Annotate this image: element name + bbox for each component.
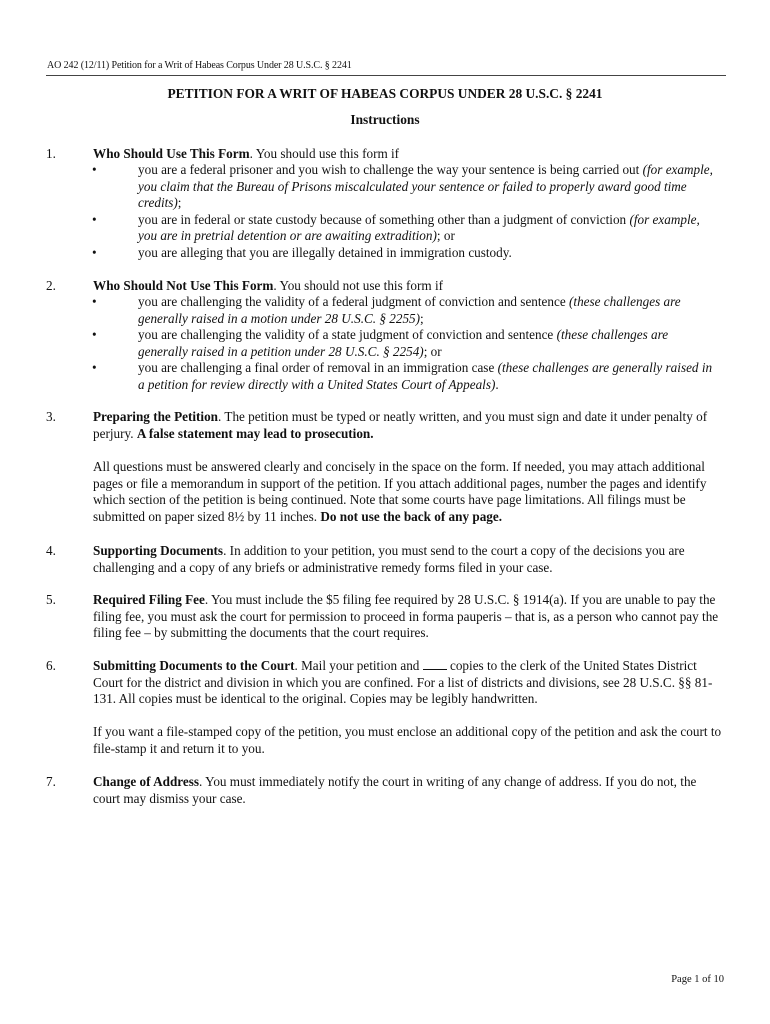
bullet-italic-text: (for example, you claim that the Bureau of Prisons miscalculated your sentence or failed to properly award good time credits) — [138, 162, 713, 211]
bullet-italic-text: (these challenges are generally raised in a motion under 28 U.S.C. § 2255) — [138, 294, 681, 326]
item-text: . Mail your petition and — [294, 658, 423, 673]
item-number: 2. — [46, 278, 56, 293]
bullet-italic-text: (these challenges are generally raised in a petition under 28 U.S.C. § 2254) — [138, 327, 669, 359]
item-lead: . You should use this form if — [249, 146, 400, 161]
bullet-list-1 — [0, 162, 770, 262]
item-body — [93, 146, 723, 163]
header-rule — [46, 75, 726, 76]
item-body — [93, 543, 723, 576]
item-body — [93, 658, 723, 708]
item-body — [93, 409, 723, 442]
item-body — [93, 724, 723, 757]
item-heading: Change of Address — [93, 774, 200, 789]
item-body — [93, 459, 723, 525]
item-text: . In addition to your petition, you must send to the court a copy of the decisions you are challenging and a copy of any briefs or administrative remedy forms filed in your case. — [93, 543, 685, 575]
item-number: 4. — [46, 543, 56, 558]
item-text: . You must immediately notify the court in writing of any change of address. If you do not, the court may dismiss your case. — [93, 774, 697, 806]
item-body — [93, 278, 723, 295]
document-title: PETITION FOR A WRIT OF HABEAS CORPUS UNDER 28 U.S.C. § 2241 — [167, 86, 603, 101]
item-number: 6. — [46, 658, 56, 673]
item-number: 7. — [46, 774, 56, 789]
item-lead: . You should not use this form if — [273, 278, 444, 293]
item-heading: Who Should Use This Form — [93, 146, 250, 161]
bullet-text: you are alleging that you are illegally detained in immigration custody. — [138, 244, 512, 260]
bullet-glyph: • — [92, 162, 97, 177]
instructions-heading: Instructions — [350, 112, 420, 127]
bullet-glyph: • — [92, 244, 97, 260]
item-number: 5. — [46, 592, 56, 607]
copies-blank-line — [423, 658, 447, 670]
item-number: 3. — [46, 409, 56, 424]
bullet-text: you are challenging a final order of removal in an immigration case — [138, 360, 498, 376]
bullet-italic-text: (for example, you are in pretrial detention or are awaiting extradition) — [138, 211, 700, 244]
page-number: Page 1 of 10 — [671, 974, 724, 985]
form-header: AO 242 (12/11) Petition for a Writ of Habeas Corpus Under 28 U.S.C. § 2241 — [47, 60, 352, 71]
bullet-italic-text: (these challenges are generally raised in a petition for review directly with a United States Court of Appeals) — [138, 360, 713, 392]
bullet-glyph: • — [92, 211, 97, 227]
bullet-item — [0, 327, 770, 360]
bullet-text: you are challenging the validity of a federal judgment of conviction and sentence — [138, 294, 570, 309]
item-bold-warning: A false statement may lead to prosecution. — [136, 425, 374, 441]
item-heading: Submitting Documents to the Court — [93, 658, 295, 673]
item-text: . You must include the $5 filing fee required by 28 U.S.C. § 1914(a). If you are unable to pay the filing fee, you must ask the court for permission to proceed in forma pauperis – that is, as a person who cannot pay the filing fee – by submitting the documents that the court requires. — [93, 592, 719, 641]
item-text: . The petition must be typed or neatly written, and you must sign and date it under penalty of perjury. — [93, 409, 708, 441]
bullet-item — [0, 212, 770, 245]
bullet-item — [0, 294, 770, 327]
item-text: copies to the clerk of the United States District Court for the district and division in which you are confined. For a list of districts and divisions, see 28 U.S.C. §§ 81-131. All copies must be identical to the original. Copies may be legibly handwritten. — [93, 658, 713, 707]
bullet-glyph: • — [92, 294, 97, 309]
bullet-glyph: • — [92, 327, 97, 343]
item-text: If you want a file-stamped copy of the petition, you must enclose an additional copy of the petition and ask the court to file-stamp it and return it to you. — [93, 724, 722, 756]
bullet-text: you are in federal or state custody because of something other than a judgment of conviction — [138, 211, 630, 227]
bullet-item — [0, 162, 770, 212]
item-body — [93, 592, 723, 642]
item-number: 1. — [46, 146, 56, 161]
item-heading: Required Filing Fee — [93, 592, 205, 607]
bullet-text: you are challenging the validity of a state judgment of conviction and sentence — [138, 327, 557, 343]
item-heading: Preparing the Petition — [93, 409, 219, 424]
bullet-glyph: • — [92, 360, 97, 376]
bullet-item — [0, 360, 770, 393]
bullet-tail: ; — [177, 195, 182, 211]
bullet-list-2 — [0, 294, 770, 394]
item-text: All questions must be answered clearly and concisely in the space on the form. If needed, you may attach additional pages or file a memorandum in support of the petition. If you attach additional pages, number the pages and identify which section of the petition is being continued. Note that some courts have page limitations. All filings must be submitted on paper sized 8½ by 11 inches. — [93, 459, 707, 524]
item-heading: Who Should Not Use This Form — [93, 278, 274, 293]
item-bold-warning: Do not use the back of any page. — [320, 508, 503, 524]
bullet-text: you are a federal prisoner and you wish to challenge the way your sentence is being carried out — [138, 162, 643, 177]
bullet-tail: ; or — [436, 228, 455, 244]
bullet-tail: . — [495, 376, 499, 392]
item-body — [93, 774, 723, 807]
bullet-tail: ; or — [423, 343, 442, 359]
item-heading: Supporting Documents — [93, 543, 224, 558]
bullet-item — [0, 245, 770, 262]
bullet-tail: ; — [420, 310, 424, 326]
